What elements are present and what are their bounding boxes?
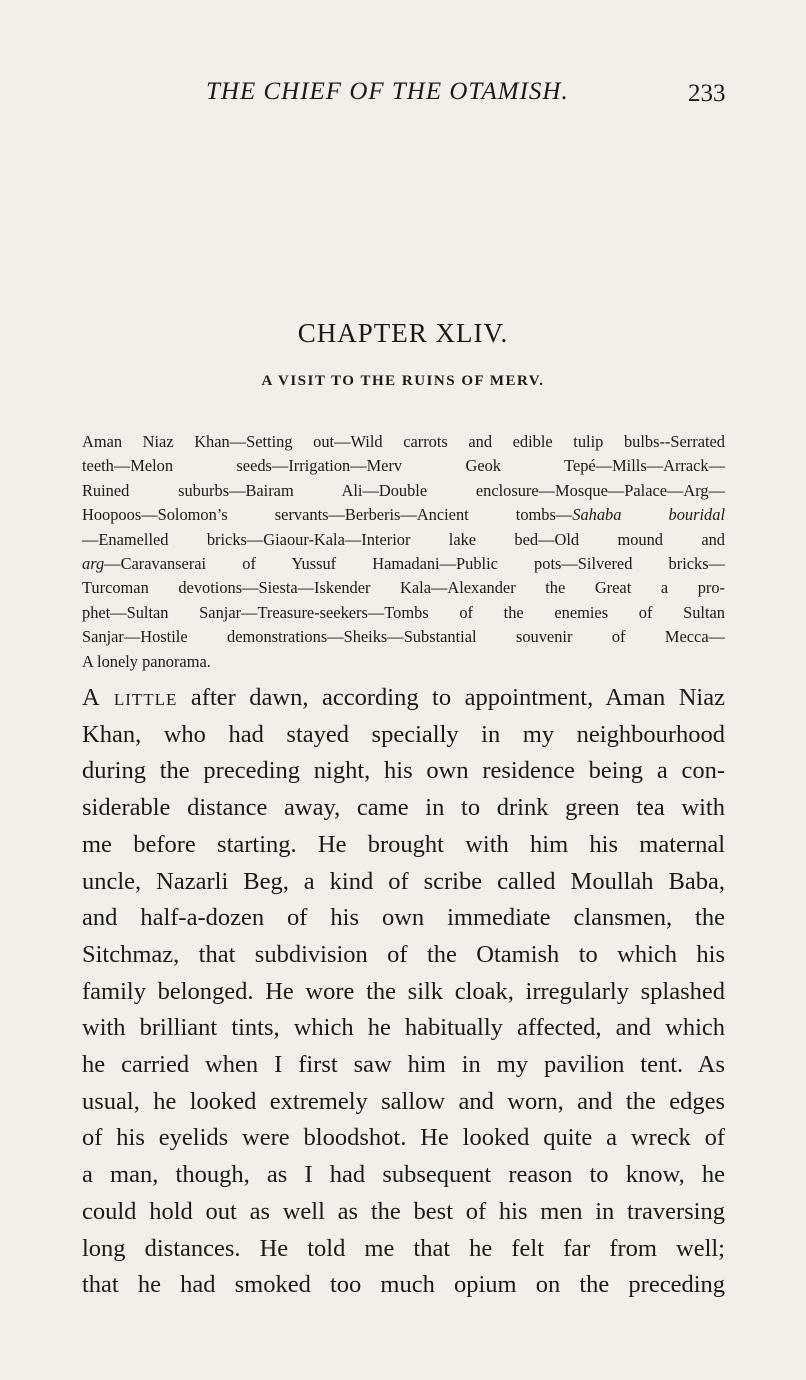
body-line: Sitchmaz, that subdivision of the Otamish to which his [82, 940, 725, 968]
synopsis-line: Aman Niaz Khan—Setting out—Wild carrots and edible tulip bulbs--Serrated [82, 432, 725, 451]
body-line: uncle, Nazarli Beg, a kind of scribe called Moullah Baba, [82, 867, 725, 895]
synopsis-line [82, 552, 725, 576]
synopsis-line: Ruined suburbs—Bairam Ali—Double enclosure—Mosque—Palace—Arg— [82, 480, 725, 500]
body-line: family belonged. He wore the silk cloak, irregularly splashed [82, 977, 725, 1005]
synopsis-line: Sanjar—Hostile demonstrations—Sheiks—Substantial souvenir of Mecca— [82, 627, 725, 647]
body-line: siderable distance away, came in to drink green tea with [82, 794, 725, 822]
body-line: Khan, who had stayed specially in my neighbourhood [82, 720, 725, 748]
synopsis-italic-term: Sahaba bouridal [572, 505, 725, 525]
body-line: he carried when I first saw him in my pavilion tent. As [82, 1051, 725, 1079]
body-line [82, 680, 725, 717]
synopsis-italic-term: arg [82, 554, 105, 574]
body-line-text: after dawn, according to appointment, Aman Niaz [177, 684, 725, 711]
body-line: with brilliant tints, which he habitually affected, and which [82, 1014, 725, 1042]
synopsis-line: teeth—Melon seeds—Irrigation—Merv Geok Tepé—Mills—Arrack— [82, 456, 725, 476]
page-number: 233 [688, 80, 726, 107]
body-line: me before starting. He brought with him his maternal [82, 830, 725, 858]
synopsis-line-text: Hoopoos—Solomon’s servants—Berberis—Ancient tombs— [82, 505, 573, 525]
chapter-synopsis [82, 430, 725, 674]
body-line: that he had smoked too much opium on the preceding [82, 1271, 725, 1299]
synopsis-line: Turcoman devotions—Siesta—Iskender Kala—Alexander the Great a pro- [82, 578, 725, 598]
body-line: and half-a-dozen of his own immediate clansmen, the [82, 904, 725, 932]
body-line: during the preceding night, his own residence being a con- [82, 757, 725, 785]
body-line: a man, though, as I had subsequent reason to know, he [82, 1161, 725, 1189]
body-line: of his eyelids were bloodshot. He looked quite a wreck of [82, 1124, 725, 1152]
synopsis-line [82, 503, 725, 527]
synopsis-line-text: —Caravanserai of Yussuf Hamadani—Public pots—Silvered bricks— [104, 554, 725, 574]
synopsis-line: —Enamelled bricks—Giaour-Kala—Interior lake bed—Old mound and [82, 529, 725, 549]
chapter-title: CHAPTER XLIV. [297, 318, 509, 348]
opening-smallcaps: A little [82, 684, 178, 711]
running-title: THE CHIEF OF THE OTAMISH. [206, 78, 569, 105]
chapter-subtitle: A VISIT TO THE RUINS OF MERV. [261, 373, 545, 389]
synopsis-line: A lonely panorama. [82, 651, 211, 671]
body-line: usual, he looked extremely sallow and worn, and the edges [82, 1087, 725, 1115]
body-line: long distances. He told me that he felt far from well; [82, 1234, 725, 1262]
body-paragraph [82, 680, 725, 1304]
running-header [0, 74, 806, 114]
body-line: could hold out as well as the best of his men in traversing [82, 1197, 725, 1225]
synopsis-line: phet—Sultan Sanjar—Treasure-seekers—Tombs of the enemies of Sultan [82, 602, 725, 622]
